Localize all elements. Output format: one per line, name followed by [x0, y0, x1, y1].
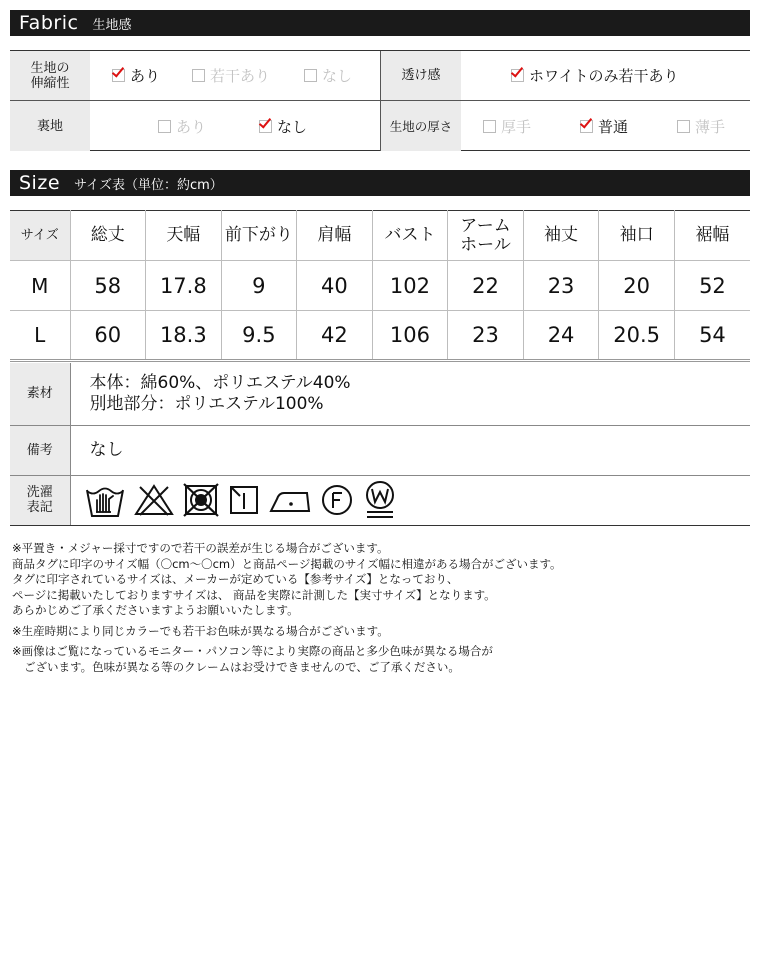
notes	[12, 541, 748, 675]
table-cell: 18.3	[146, 311, 222, 361]
table-cell: 102	[372, 261, 448, 311]
column-header: 総丈	[70, 211, 146, 261]
checkbox-checked-icon	[259, 120, 272, 133]
size-table-header-row	[10, 211, 750, 261]
note-line: ※生産時期により同じカラーでも若干お色味が異なる場合がございます。	[12, 623, 389, 638]
table-cell: 22	[448, 261, 524, 311]
transparency-options	[461, 51, 679, 100]
checkbox-checked-icon	[580, 120, 593, 133]
table-cell: 54	[674, 311, 750, 361]
checkbox-empty-icon	[158, 120, 171, 133]
column-header: アーム ホール	[448, 211, 524, 261]
size-header	[10, 170, 750, 196]
info-table	[10, 363, 750, 526]
fabric-title-jp: 生地感	[92, 17, 132, 33]
checkbox-empty-icon	[483, 120, 496, 133]
column-header: 天幅	[146, 211, 222, 261]
checkbox-empty-icon	[304, 69, 317, 82]
option-label: 若干あり	[210, 67, 271, 85]
material-value	[70, 363, 750, 425]
table-cell: 52	[674, 261, 750, 311]
option-label: 普通	[598, 117, 629, 136]
table-cell: 60	[70, 311, 146, 361]
note-line: ※平置き・メジャー採寸ですので若干の誤差が生じる場合がございます。	[12, 541, 389, 555]
transparency-label	[381, 51, 461, 100]
column-header: 裾幅	[674, 211, 750, 261]
remarks-label: 備考	[10, 425, 70, 475]
column-header: バスト	[372, 211, 448, 261]
stretch-options	[90, 51, 380, 100]
no-bleach-icon	[134, 483, 174, 517]
lining-options	[90, 101, 380, 151]
table-row	[10, 261, 750, 311]
stretch-option-nashi	[304, 65, 352, 86]
hand-wash-icon	[85, 482, 125, 518]
material-label: 素材	[10, 363, 70, 425]
lining-label-text: 裏地	[36, 118, 63, 134]
transparency-label-text: 透け感	[401, 68, 441, 83]
thickness-option-futsu	[580, 116, 677, 137]
size-label-m: M	[10, 261, 70, 311]
option-label: ホワイトのみ若干あり	[529, 67, 679, 85]
checkbox-checked-icon	[511, 69, 524, 82]
table-cell: 23	[523, 261, 599, 311]
note-line: あらかじめご了承くださいますようお願いいたします。	[12, 603, 299, 617]
checkbox-empty-icon	[677, 120, 690, 133]
stretch-option-ari	[112, 65, 192, 86]
note-line: ページに掲載いたしておりますサイズは、 商品を実際に計測した【実寸サイズ】となります。	[12, 587, 496, 602]
note-line: ございます。色味が異なる等のクレームはお受けできませんので、ご了承ください。	[24, 659, 460, 674]
option-label: なし	[322, 67, 353, 85]
care-label	[10, 475, 70, 525]
fabric-table	[10, 50, 750, 151]
drip-dry-shade-icon	[228, 484, 260, 516]
fabric-row-1	[10, 51, 750, 101]
table-row	[10, 311, 750, 361]
note-line: ※画像はご覧になっているモニター・パソコン等により実際の商品と多少色味が異なる場合が	[12, 644, 493, 658]
remarks-row	[10, 425, 750, 475]
thickness-option-atsude	[483, 116, 580, 137]
table-cell: 24	[523, 311, 599, 361]
material-row	[10, 363, 750, 425]
thickness-label-text: 生地の厚さ	[389, 118, 453, 134]
table-cell: 20	[599, 261, 675, 311]
column-header: 袖口	[599, 211, 675, 261]
size-table	[10, 210, 750, 362]
table-cell: 9	[221, 261, 297, 311]
care-symbols	[70, 475, 750, 525]
checkbox-empty-icon	[192, 69, 205, 82]
option-label: 薄手	[695, 117, 726, 136]
table-cell: 58	[70, 261, 146, 311]
thickness-option-usude	[677, 116, 725, 137]
table-cell: 17.8	[146, 261, 222, 311]
lining-option-nashi	[259, 116, 307, 137]
stretch-label-line2: 伸縮性	[30, 75, 70, 91]
column-header: 前下がり	[221, 211, 297, 261]
material-line: 本体：綿60%、ポリエステル40%	[89, 372, 351, 393]
note-line: タグに印字されているサイズは、メーカーが定めている【参考サイズ】となっており、	[12, 572, 459, 586]
size-label-l: L	[10, 311, 70, 361]
table-cell: 106	[372, 311, 448, 361]
column-header: 袖丈	[523, 211, 599, 261]
lining-label	[10, 101, 90, 151]
fabric-header	[10, 10, 750, 36]
thickness-label	[381, 101, 461, 151]
thickness-options	[461, 101, 725, 151]
dry-clean-f-icon	[320, 483, 354, 517]
stretch-label	[10, 51, 90, 100]
care-row	[10, 475, 750, 525]
low-iron-icon	[269, 485, 311, 515]
stretch-label-line1: 生地の	[30, 60, 70, 76]
checkbox-checked-icon	[112, 69, 125, 82]
table-cell: 42	[297, 311, 373, 361]
care-label-line1: 洗濯	[26, 485, 53, 500]
lining-option-ari	[158, 116, 259, 137]
column-header: 肩幅	[297, 211, 373, 261]
stretch-option-jakkan	[192, 65, 304, 86]
size-title-en: Size	[19, 172, 61, 194]
table-cell: 9.5	[221, 311, 297, 361]
care-label-line2: 表記	[26, 500, 53, 515]
table-cell: 20.5	[599, 311, 675, 361]
material-line: 別地部分：ポリエステル100%	[89, 393, 324, 414]
no-tumble-dry-icon	[183, 483, 219, 517]
fabric-row-2	[10, 101, 750, 151]
size-corner-label: サイズ	[10, 211, 70, 261]
option-label: 厚手	[501, 117, 532, 136]
wet-clean-w-icon	[363, 480, 397, 520]
fabric-title-en: Fabric	[19, 12, 79, 34]
option-label: あり	[130, 67, 161, 85]
size-title-jp: サイズ表（単位：約cm）	[74, 177, 223, 193]
option-label: あり	[176, 117, 207, 136]
table-cell: 23	[448, 311, 524, 361]
option-label: なし	[277, 117, 308, 136]
note-line: 商品タグに印字のサイズ幅（〇cm～〇cm）と商品ページ掲載のサイズ幅に相違がある場合がございます。	[12, 556, 562, 571]
transparency-option-white	[511, 65, 679, 86]
remarks-value: なし	[70, 425, 750, 475]
table-cell: 40	[297, 261, 373, 311]
